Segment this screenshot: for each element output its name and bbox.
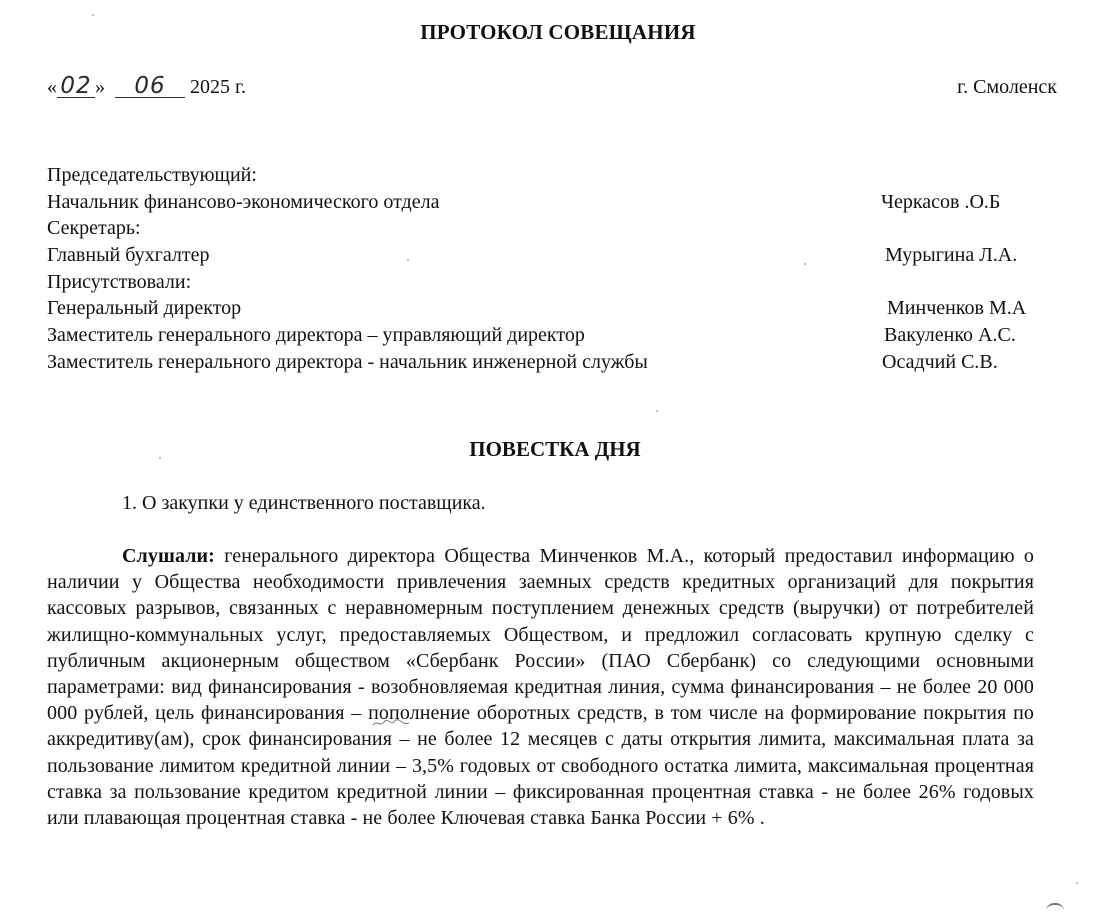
scan-speck (92, 14, 94, 16)
agenda-item: 1. О закупки у единственного поставщика. (122, 492, 486, 514)
present-heading-text: Присутствовали: (47, 270, 192, 293)
date-day: 02 (60, 73, 92, 99)
chair-heading-text: Председательствующий: (47, 164, 257, 186)
meeting-city: г. Смоленск (957, 76, 1057, 98)
document-title: ПРОТОКОЛ СОВЕЩАНИЯ (420, 20, 696, 44)
date-close-quote: » (95, 76, 105, 98)
present-row (47, 349, 1067, 376)
present-name: Минченков М.А (887, 297, 1027, 320)
secretary-position: Главный бухгалтер (47, 244, 210, 267)
present-row (47, 295, 1067, 322)
chair-row (47, 189, 1067, 216)
date-month: 06 (134, 73, 166, 99)
chair-position: Начальник финансово-экономического отдела (47, 190, 440, 213)
date-city-line (47, 73, 1057, 106)
chair-heading (47, 162, 1067, 189)
handwritten-mark (372, 718, 410, 728)
date-month-field (115, 73, 185, 99)
scan-speck (656, 410, 658, 412)
scan-speck (159, 457, 161, 459)
date-year: 2025 г. (190, 76, 246, 98)
heard-paragraph (47, 543, 1034, 831)
participants-block (47, 162, 1067, 376)
present-name: Вакуленко А.С. (884, 324, 1016, 347)
secretary-row (47, 242, 1067, 269)
page-number-mark (1046, 903, 1064, 913)
scan-speck (804, 263, 806, 265)
present-position: Заместитель генерального директора – управляющий директор (47, 324, 585, 347)
date-day-field (57, 73, 95, 99)
secretary-name: Мурыгина Л.А. (885, 244, 1018, 267)
scan-speck (1076, 882, 1078, 884)
present-name: Осадчий С.В. (882, 350, 998, 373)
agenda-title: ПОВЕСТКА ДНЯ (469, 437, 641, 461)
secretary-heading (47, 215, 1067, 242)
meeting-date (47, 73, 246, 99)
heard-text: генерального директора Общества Минченков М.А., который предоставил информацию о наличии у Общества необходимости привлечения заемных средств кредитных организаций для покрытия кассовых разрывов, связанных с неравномерным поступлением денежных средств (выручки) от потребителей жилищно-коммунальных услуг, предоставляемых Обществом, и предложил согласовать крупную сделку с публичным акционерным обществом «Сбербанк России» (ПАО Сбербанк) со следующими основными параметрами: вид финансирования - возобновляемая кредитная линия, сумма финансирования – не более 20 000 000 рублей, цель финансирования – пополнение оборотных средств, в том числе на формирование покрытия по аккредитиву(ам), срок финансирования – не более 12 месяцев с даты открытия лимита, максимальная плата за пользование лимитом кредитной линии – 3,5% годовых от свободного остатка лимита, максимальная процентная ставка за пользование кредитом кредитной линии – фиксированная процентная ставка - не более 26% годовых или плавающая процентная ставка - не более Ключевая ставка Банка России + 6% . (47, 545, 1034, 830)
scan-speck (407, 259, 409, 261)
chair-name: Черкасов .О.Б (881, 190, 1001, 213)
present-heading (47, 269, 1067, 296)
secretary-heading-text: Секретарь: (47, 217, 141, 240)
present-position: Заместитель генерального директора - начальник инженерной службы (47, 350, 648, 373)
present-position: Генеральный директор (47, 297, 242, 320)
present-row (47, 322, 1067, 349)
date-open-quote: « (47, 76, 57, 98)
heard-label: Слушали: (122, 545, 215, 567)
